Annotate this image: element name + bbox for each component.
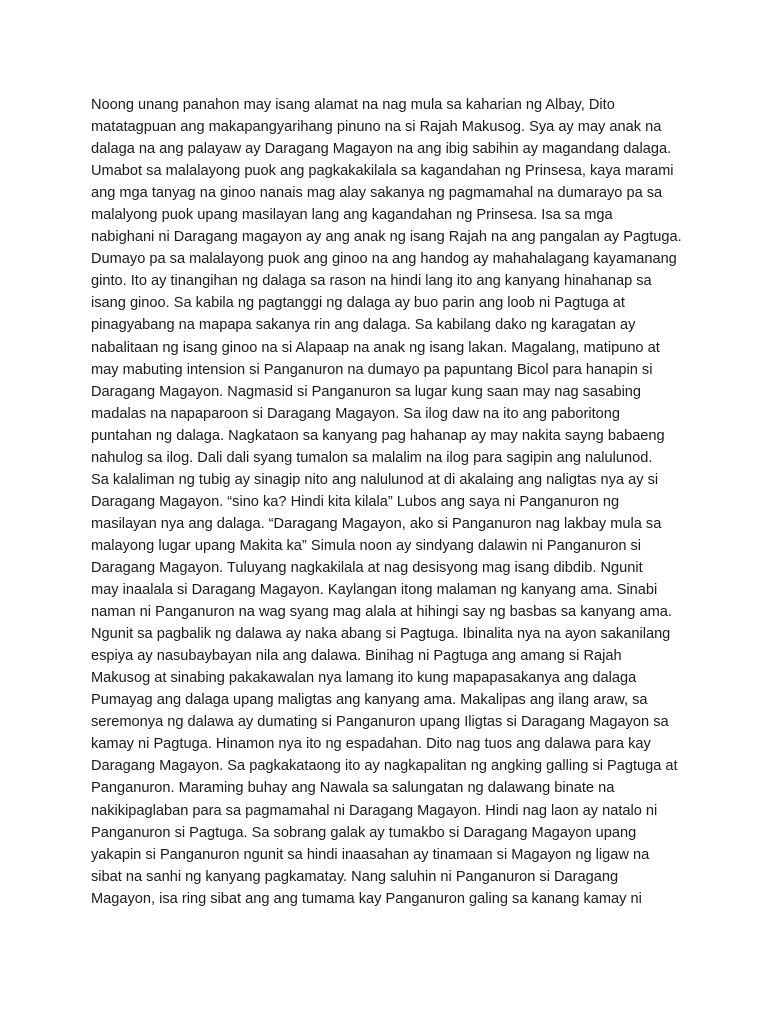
text-line: ang mga tanyag na ginoo nanais mag alay sakanya ng pagmamahal na dumarayo pa sa	[91, 185, 663, 202]
text-line: masilayan nya ang dalaga. “Daragang Magayon, ako si Panganuron nag lakbay mula sa	[91, 515, 662, 532]
text-line: espiya ay nasubaybayan nila ang dalawa. Binihag ni Pagtuga ang amang si Rajah	[91, 648, 622, 665]
text-line: malalyong puok upang masilayan lang ang kagandahan ng Prinsesa. Isa sa mga	[91, 207, 613, 224]
text-line: Daragang Magayon. Nagmasid si Panganuron sa lugar kung saan may nag sasabing	[91, 383, 642, 400]
text-line: malayong lugar upang Makita ka” Simula noon ay sindyang dalawin ni Panganuron si	[91, 537, 642, 554]
text-line: Pumayag ang dalaga upang maligtas ang kanyang ama. Makalipas ang ilang araw, sa	[91, 692, 648, 709]
text-line: sibat na sanhi ng kanyang pagkamatay. Nang saluhin ni Panganuron si Daragang	[91, 868, 619, 885]
text-line: seremonya ng dalawa ay dumating si Panganuron upang Iligtas si Daragang Magayon sa	[91, 714, 669, 731]
text-line: yakapin si Panganuron ngunit sa hindi inaasahan ay tinamaan si Magayon ng ligaw na	[91, 846, 650, 863]
text-line: Daragang Magayon. “sino ka? Hindi kita kilala” Lubos ang saya ni Panganuron ng	[91, 493, 620, 510]
text-line: may mabuting intension si Panganuron na dumayo pa papuntang Bicol para hanapin si	[91, 361, 653, 378]
text-line: pinagyabang na mapapa sakanya rin ang dalaga. Sa kabilang dako ng karagatan ay	[91, 317, 636, 334]
text-line: kamay ni Pagtuga. Hinamon nya ito ng espadahan. Dito nag tuos ang dalawa para kay	[91, 736, 651, 753]
text-line: Daragang Magayon. Tuluyang nagkakilala at nag desisyong mag isang dibdib. Ngunit	[91, 559, 643, 576]
text-line: Panganuron. Maraming buhay ang Nawala sa salungatan ng dalawang binate na	[91, 780, 615, 797]
text-line: dalaga na ang palayaw ay Daragang Magayon na ang ibig sabihin ay magandang dalaga.	[91, 141, 672, 158]
text-line: naman ni Panganuron na wag syang mag alala at hihingi say ng basbas sa kanyang ama.	[91, 604, 672, 621]
text-line: Dumayo pa sa malalayong puok ang ginoo na ang handog ay mahahalagang kayamanang	[91, 251, 677, 268]
text-line: isang ginoo. Sa kabila ng pagtanggi ng dalaga ay buo parin ang loob ni Pagtuga at	[91, 295, 625, 312]
text-line: Panganuron si Pagtuga. Sa sobrang galak ay tumakbo si Daragang Magayon upang	[91, 824, 637, 841]
text-line: Makusog at sinabing pakakawalan nya lamang ito kung mapapasakanya ang dalaga	[91, 670, 637, 687]
text-line: may inaalala si Daragang Magayon. Kaylangan itong malaman ng kanyang ama. Sinabi	[91, 582, 658, 599]
text-line: Daragang Magayon. Sa pagkakataong ito ay nagkapalitan ng angking galling si Pagtuga at	[91, 758, 678, 775]
text-line: Ngunit sa pagbalik ng dalawa ay naka abang si Pagtuga. Ibinalita nya na ayon sakanilang	[91, 626, 671, 643]
text-line: Umabot sa malalayong puok ang pagkakakilala sa kagandahan ng Prinsesa, kaya marami	[91, 163, 674, 180]
text-line: nahulog sa ilog. Dali dali syang tumalon sa malalim na ilog para sagipin ang nalulunod.	[91, 449, 653, 466]
text-line: nabighani ni Daragang magayon ay ang anak ng isang Rajah na ang pangalan ay Pagtuga.	[91, 229, 682, 246]
text-line: nakikipaglaban para sa pagmamahal ni Daragang Magayon. Hindi nag laon ay natalo ni	[91, 802, 658, 819]
text-line: Noong unang panahon may isang alamat na nag mula sa kaharian ng Albay, Dito	[91, 97, 615, 113]
text-line: matatagpuan ang makapangyarihang pinuno na si Rajah Makusog. Sya ay may anak na	[91, 119, 662, 136]
text-line: puntahan ng dalaga. Nagkataon sa kanyang pag hahanap ay may nakita sayng babaeng	[91, 427, 665, 444]
text-line: Sa kalaliman ng tubig ay sinagip nito ang nalulunod at di akalaing ang naligtas nya ay si	[91, 471, 659, 488]
text-line: Magayon, isa ring sibat ang ang tumama kay Panganuron galing sa kanang kamay ni	[91, 890, 642, 907]
text-line: madalas na napaparoon si Daragang Magayon. Sa ilog daw na ito ang paboritong	[91, 405, 620, 422]
text-line: nabalitaan ng isang ginoo na si Alapaap na anak ng isang lakan. Magalang, matipuno at	[91, 339, 660, 356]
story-paragraph	[91, 94, 691, 910]
text-line: ginto. Ito ay tinangihan ng dalaga sa rason na hindi lang ito ang kanyang hinahanap sa	[91, 273, 652, 290]
